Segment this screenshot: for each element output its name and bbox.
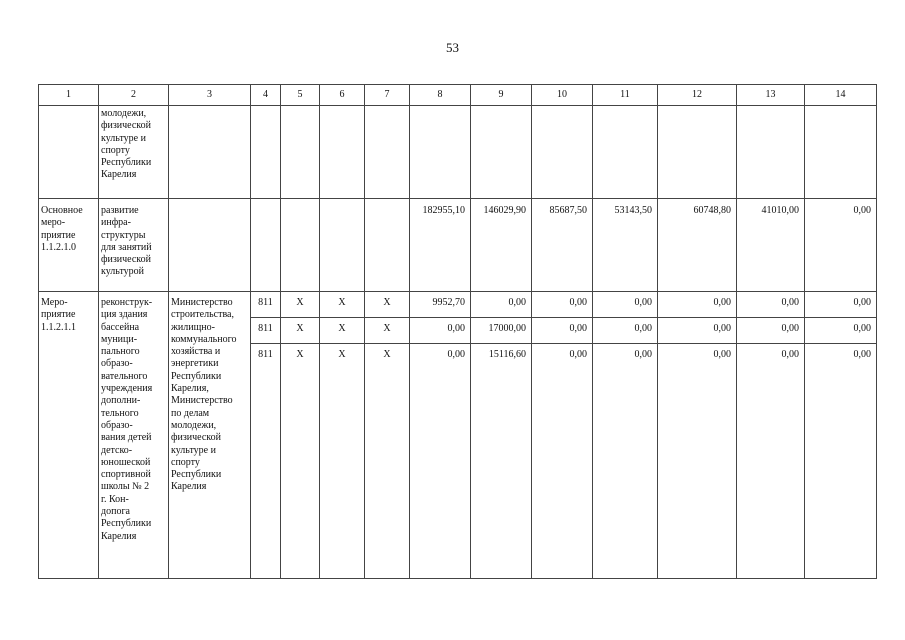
- table-cell: [410, 106, 471, 199]
- table-cell: 0,00: [593, 318, 658, 344]
- table-row: [39, 199, 877, 292]
- table-cell: 85687,50: [532, 199, 593, 292]
- table-cell: 0,00: [658, 318, 737, 344]
- table-cell: [39, 106, 99, 199]
- table-cell: 15116,60: [471, 344, 532, 579]
- table-cell: 0,00: [805, 199, 877, 292]
- column-header: 14: [805, 85, 877, 106]
- table-cell: 0,00: [737, 292, 805, 318]
- table-cell: 811: [251, 344, 281, 579]
- table-cell: X: [281, 292, 320, 318]
- column-header: 1: [39, 85, 99, 106]
- table-cell: [471, 106, 532, 199]
- table-cell: [251, 106, 281, 199]
- table-cell: X: [365, 344, 410, 579]
- table-cell: реконструк- ция здания бассейна муници- пального образо- вательного учреждения дополни- тельного образо- вания детей детско- юношеской спортивной школы № 2 г. Кон- допога Республики Карелия: [99, 292, 169, 579]
- page-number: 53: [446, 40, 459, 55]
- table-cell: [251, 199, 281, 292]
- table-cell: 811: [251, 318, 281, 344]
- table-cell: Основное меро- приятие 1.1.2.1.0: [39, 199, 99, 292]
- table-cell: [593, 106, 658, 199]
- table-cell: [365, 199, 410, 292]
- table-cell: 0,00: [471, 292, 532, 318]
- table-cell: 0,00: [532, 292, 593, 318]
- table-cell: Министерство строительства, жилищно- коммунального хозяйства и энергетики Республики Карелия, Министерство по делам молодежи, физической культуре и спорту Республики Карелия: [169, 292, 251, 579]
- table-cell: X: [365, 318, 410, 344]
- table-row: [39, 292, 877, 318]
- table-cell: X: [320, 292, 365, 318]
- table-cell: 0,00: [737, 344, 805, 579]
- table-cell: развитие инфра- структуры для занятий физической культурой: [99, 199, 169, 292]
- column-number-header-row: [39, 85, 877, 106]
- table-cell: [658, 106, 737, 199]
- column-header: 8: [410, 85, 471, 106]
- table-cell: 0,00: [805, 292, 877, 318]
- table-cell: X: [281, 344, 320, 579]
- table-cell: [805, 106, 877, 199]
- column-header: 3: [169, 85, 251, 106]
- column-header: 10: [532, 85, 593, 106]
- column-header: 13: [737, 85, 805, 106]
- table-cell: X: [320, 318, 365, 344]
- table-cell: 811: [251, 292, 281, 318]
- column-header: 5: [281, 85, 320, 106]
- table-cell: 0,00: [658, 292, 737, 318]
- table-cell: 0,00: [737, 318, 805, 344]
- table-cell: 41010,00: [737, 199, 805, 292]
- budget-table: [38, 84, 877, 579]
- table-cell: Меро- приятие 1.1.2.1.1: [39, 292, 99, 579]
- table-cell: [320, 199, 365, 292]
- column-header: 2: [99, 85, 169, 106]
- table-cell: [169, 106, 251, 199]
- table-cell: 182955,10: [410, 199, 471, 292]
- table-cell: [281, 106, 320, 199]
- table-cell: 146029,90: [471, 199, 532, 292]
- column-header: 7: [365, 85, 410, 106]
- table-cell: 0,00: [593, 344, 658, 579]
- table-cell: [320, 106, 365, 199]
- table-cell: 0,00: [532, 318, 593, 344]
- column-header: 11: [593, 85, 658, 106]
- column-header: 12: [658, 85, 737, 106]
- table-cell: 0,00: [532, 344, 593, 579]
- table-cell: [169, 199, 251, 292]
- table-cell: [737, 106, 805, 199]
- table-row: [39, 106, 877, 199]
- table-cell: 0,00: [410, 318, 471, 344]
- column-header: 4: [251, 85, 281, 106]
- table-cell: 17000,00: [471, 318, 532, 344]
- table-cell: [281, 199, 320, 292]
- table-cell: [532, 106, 593, 199]
- table-cell: 53143,50: [593, 199, 658, 292]
- table-cell: 0,00: [593, 292, 658, 318]
- table-cell: X: [281, 318, 320, 344]
- table-cell: молодежи, физической культуре и спорту Республики Карелия: [99, 106, 169, 199]
- column-header: 6: [320, 85, 365, 106]
- table-cell: X: [320, 344, 365, 579]
- table-cell: [365, 106, 410, 199]
- table-cell: 0,00: [805, 344, 877, 579]
- table-cell: 60748,80: [658, 199, 737, 292]
- table-cell: X: [365, 292, 410, 318]
- table-cell: 0,00: [410, 344, 471, 579]
- column-header: 9: [471, 85, 532, 106]
- table-cell: 0,00: [658, 344, 737, 579]
- table-cell: 0,00: [805, 318, 877, 344]
- table-cell: 9952,70: [410, 292, 471, 318]
